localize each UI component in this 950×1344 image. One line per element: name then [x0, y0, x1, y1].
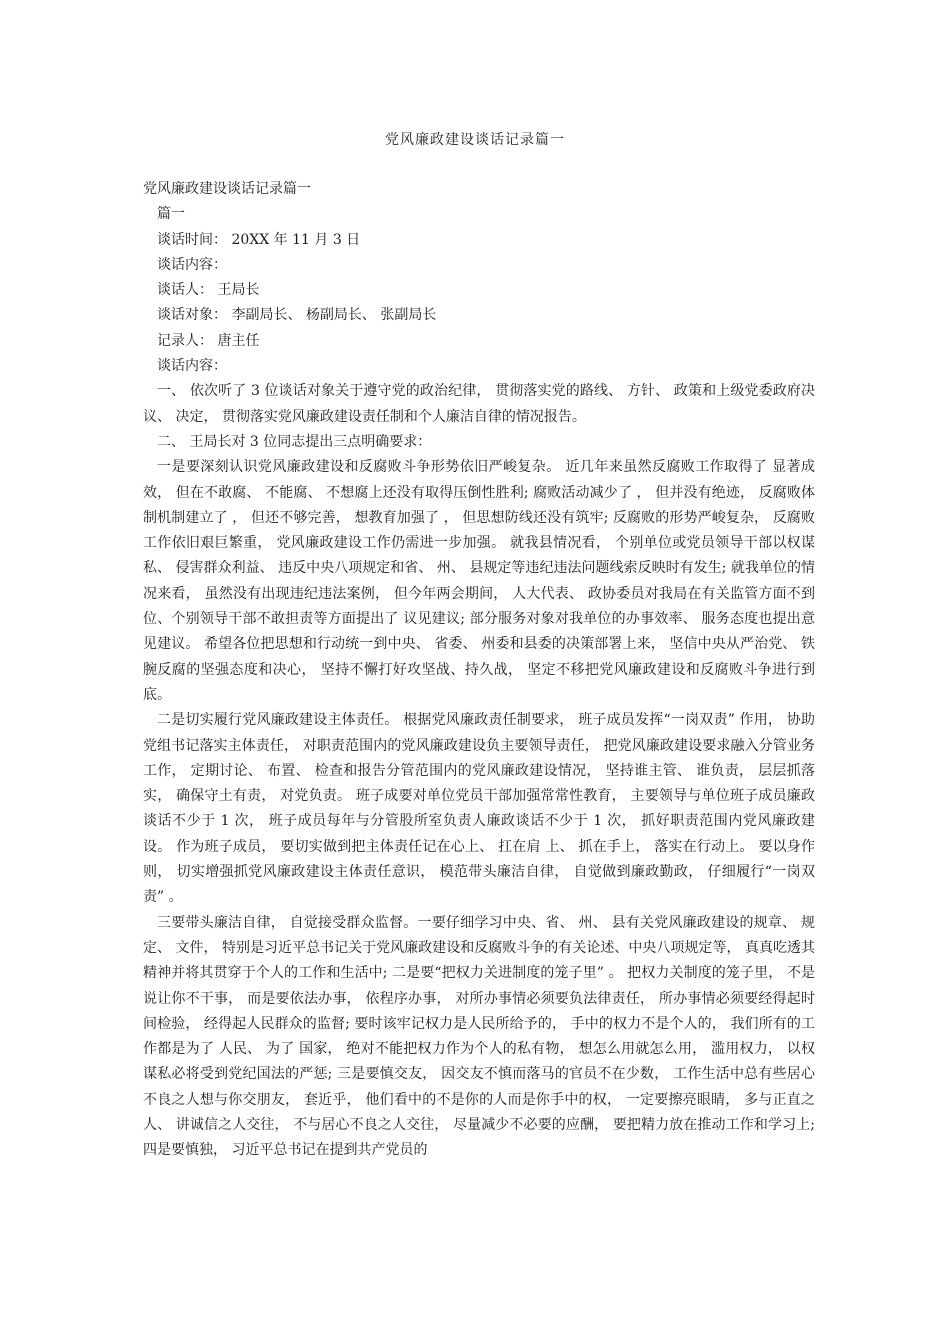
meta-talk-time: 谈话时间： 20XX 年 11 月 3 日: [157, 231, 361, 248]
meta-talk-content-label: 谈话内容：: [157, 256, 227, 273]
meta-speaker: 谈话人： 王局长: [157, 282, 260, 299]
document-body: [143, 177, 815, 1164]
paragraph-5: 三要带头廉洁自律， 自觉接受群众监督。一要仔细学习中央、省、 州、 县有关党风廉政建设的规章、 规定、 文件， 特别是习近平总书记关于党风廉政建设和反腐败斗争的有关论述、中央八项规定等， 真真吃透其精神并将其贯穿于个人的工作和生活中; 二是要“把权力关进制度的笼子里” 。 把权力关制度的笼子里， 不是说让你不干事， 而是要依法办事， 依程序办事， 对所办事情必须要负法律责任， 所办事情必须要经得起时间检验， 经得起人民群众的监督; 要时该牢记权力是人民所给予的， 手中的权力不是个人的， 我们所有的工作都是为了 人民、 为了 国家， 绝对不能把权力作为个人的私有物， 想怎么用就怎么用， 滥用权力， 以权谋私必将受到党纪国法的严惩; 三是要慎交友， 因交友不慎而落马的官员不在少数， 工作生活中总有些居心不良之人想与你交朋友， 套近乎， 他们看中的不是你的人而是你手中的权， 一定要擦亮眼睛， 多与正直之人、 讲诚信之人交往， 不与居心不良之人交往， 尽量减少不必要的应酬， 要把精力放在推动工作和学习上; 四是要慎独， 习近平总书记在提到共产党员的: [143, 914, 815, 1159]
meta-section-label: 篇一: [157, 206, 185, 223]
paragraph-4: 二是切实履行党风廉政建设主体责任。 根据党风廉政责任制要求， 班子成员发挥“一岗双责” 作用， 协助党组书记落实主体责任， 对职责范围内的党风廉政建设负主要领导责任， 把党风廉政建设要求融入分管业务工作， 定期讨论、 布置、 检查和报告分管范围内的党风廉政建设情况， 坚持谁主管、 谁负责， 层层抓落实， 确保守土有责， 对党负责。 班子成要对单位党员干部加强常常性教育， 主要领导与单位班子成员廉政谈话不少于 1 次， 班子成员每年与分管股所室负责人廉政谈话不少于 1 次， 抓好职责范围内党风廉政建设。 作为班子成员， 要切实做到把主体责任记在心上、 扛在肩 上、 抓在手上， 落实在行动上。 要以身作则， 切实增强抓党风廉政建设主体责任意识， 模范带头廉洁自律， 自觉做到廉政勤政， 仔细履行“一岗双责” 。: [143, 712, 815, 906]
document-title: 党风廉政建设谈话记录篇一: [385, 132, 565, 148]
paragraph-3: 一是要深刻认识党风廉政建设和反腐败斗争形势依旧严峻复杂。 近几年来虽然反腐败工作取得了 显著成效， 但在不敢腐、 不能腐、 不想腐上还没有取得压倒性胜利; 腐败活动减少了 ， 但并没有绝迹， 反腐败体制机制建立了 ， 但还不够完善， 想教育加强了 ， 但思想防线还没有筑牢; 反腐败的形势严峻复杂， 反腐败工作依旧艰巨繁重， 党风廉政建设工作仍需进一步加强。 就我县情况看， 个别单位或党员领导干部以权谋私、 侵害群众利益、 违反中央八项规定和省、 州、 县规定等违纪违法问题线索反映时有发生; 就我单位的情况来看， 虽然没有出现违纪违法案例， 但今年两会期间， 人大代表、 政协委员对我局在有关监管方面不到位、个别领导干部不敢担责等方面提出了 议见建议; 部分服务对象对我单位的办事效率、 服务态度也提出意见建议。 希望各位把思想和行动统一到中央、 省委、 州委和县委的决策部署上来， 坚信中央从严治党、 铁腕反腐的坚强态度和决心， 坚持不懈打好攻坚战、持久战， 坚定不移把党风廉政建设和反腐败斗争进行到底。: [143, 459, 815, 703]
paragraph-2: 二、 王局长对 3 位同志提出三点明确要求：: [157, 433, 432, 450]
meta-talk-content-label-2: 谈话内容：: [157, 358, 227, 375]
paragraph-1: 一、 依次听了 3 位谈话对象关于遵守党的政治纪律， 贯彻落实党的路线、 方针、 政策和上级党委政府决议、 决定， 贯彻落实党风廉政建设责任制和个人廉洁自律的情况报告。: [143, 383, 815, 425]
meta-talk-targets: 谈话对象： 李副局长、 杨副局长、 张副局长: [157, 307, 437, 324]
meta-recorder: 记录人： 唐主任: [157, 332, 260, 349]
document-heading: 党风廉政建设谈话记录篇一: [143, 181, 311, 197]
